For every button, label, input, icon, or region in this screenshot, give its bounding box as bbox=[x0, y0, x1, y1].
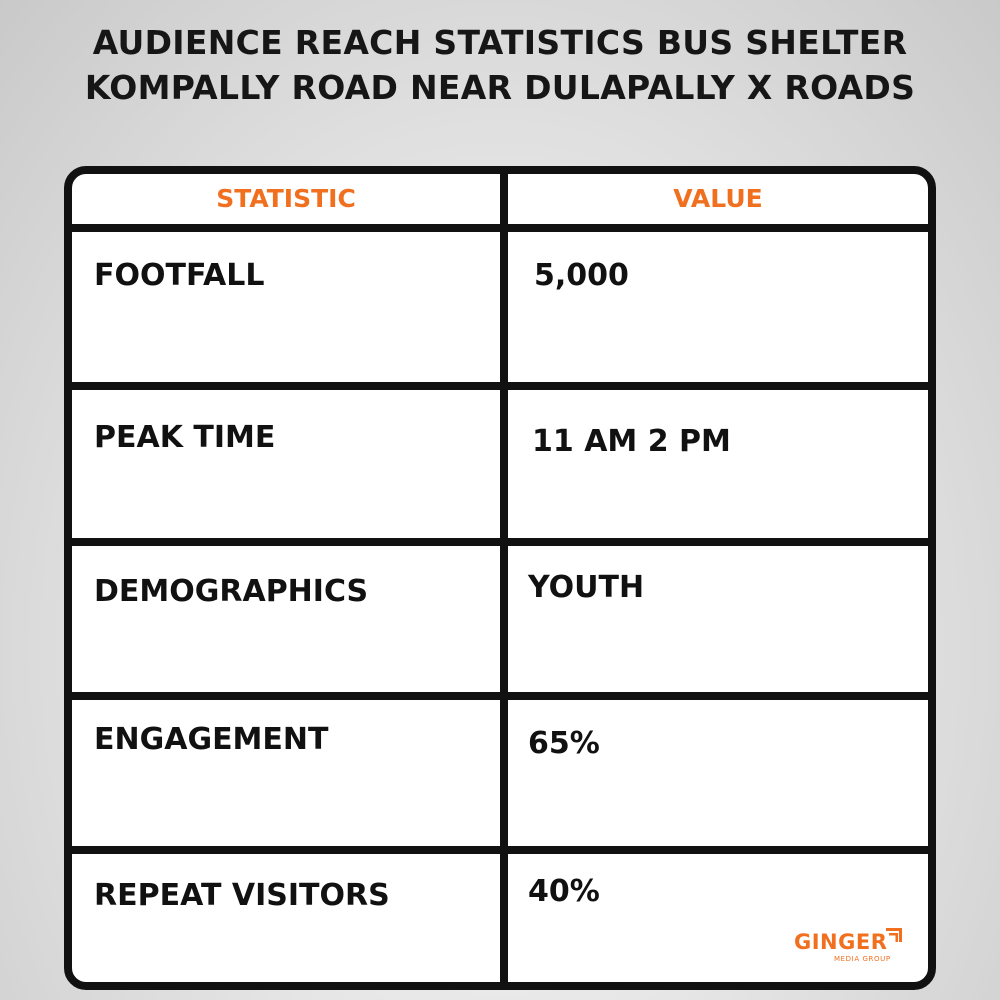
row-value: 5,000 bbox=[534, 258, 629, 293]
row-label: DEMOGRAPHICS bbox=[94, 574, 369, 609]
header-value: VALUE bbox=[673, 184, 763, 213]
title-line-1: AUDIENCE REACH STATISTICS BUS SHELTER bbox=[92, 23, 908, 62]
row-value: 11 AM 2 PM bbox=[532, 424, 731, 459]
statistics-table bbox=[64, 166, 936, 990]
row-label: PEAK TIME bbox=[94, 420, 276, 455]
logo-brand: GINGER bbox=[794, 930, 888, 954]
row-value: YOUTH bbox=[528, 570, 645, 605]
table-row bbox=[72, 390, 928, 546]
title-line-2: KOMPALLY ROAD NEAR DULAPALLY X ROADS bbox=[84, 68, 916, 107]
page-title bbox=[0, 20, 1000, 110]
table-row bbox=[72, 700, 928, 854]
ginger-corner-icon bbox=[886, 926, 904, 942]
table-row bbox=[72, 546, 928, 700]
row-label: FOOTFALL bbox=[94, 258, 265, 293]
row-label: REPEAT VISITORS bbox=[94, 878, 390, 913]
table-row bbox=[72, 854, 928, 982]
row-value: 65% bbox=[528, 726, 600, 761]
logo-tagline: MEDIA GROUP bbox=[834, 955, 891, 963]
row-value: 40% bbox=[528, 874, 600, 909]
table-row bbox=[72, 232, 928, 390]
row-label: ENGAGEMENT bbox=[94, 722, 329, 757]
header-statistic: STATISTIC bbox=[216, 184, 356, 213]
table-header-row bbox=[72, 174, 928, 232]
ginger-logo bbox=[794, 926, 914, 970]
